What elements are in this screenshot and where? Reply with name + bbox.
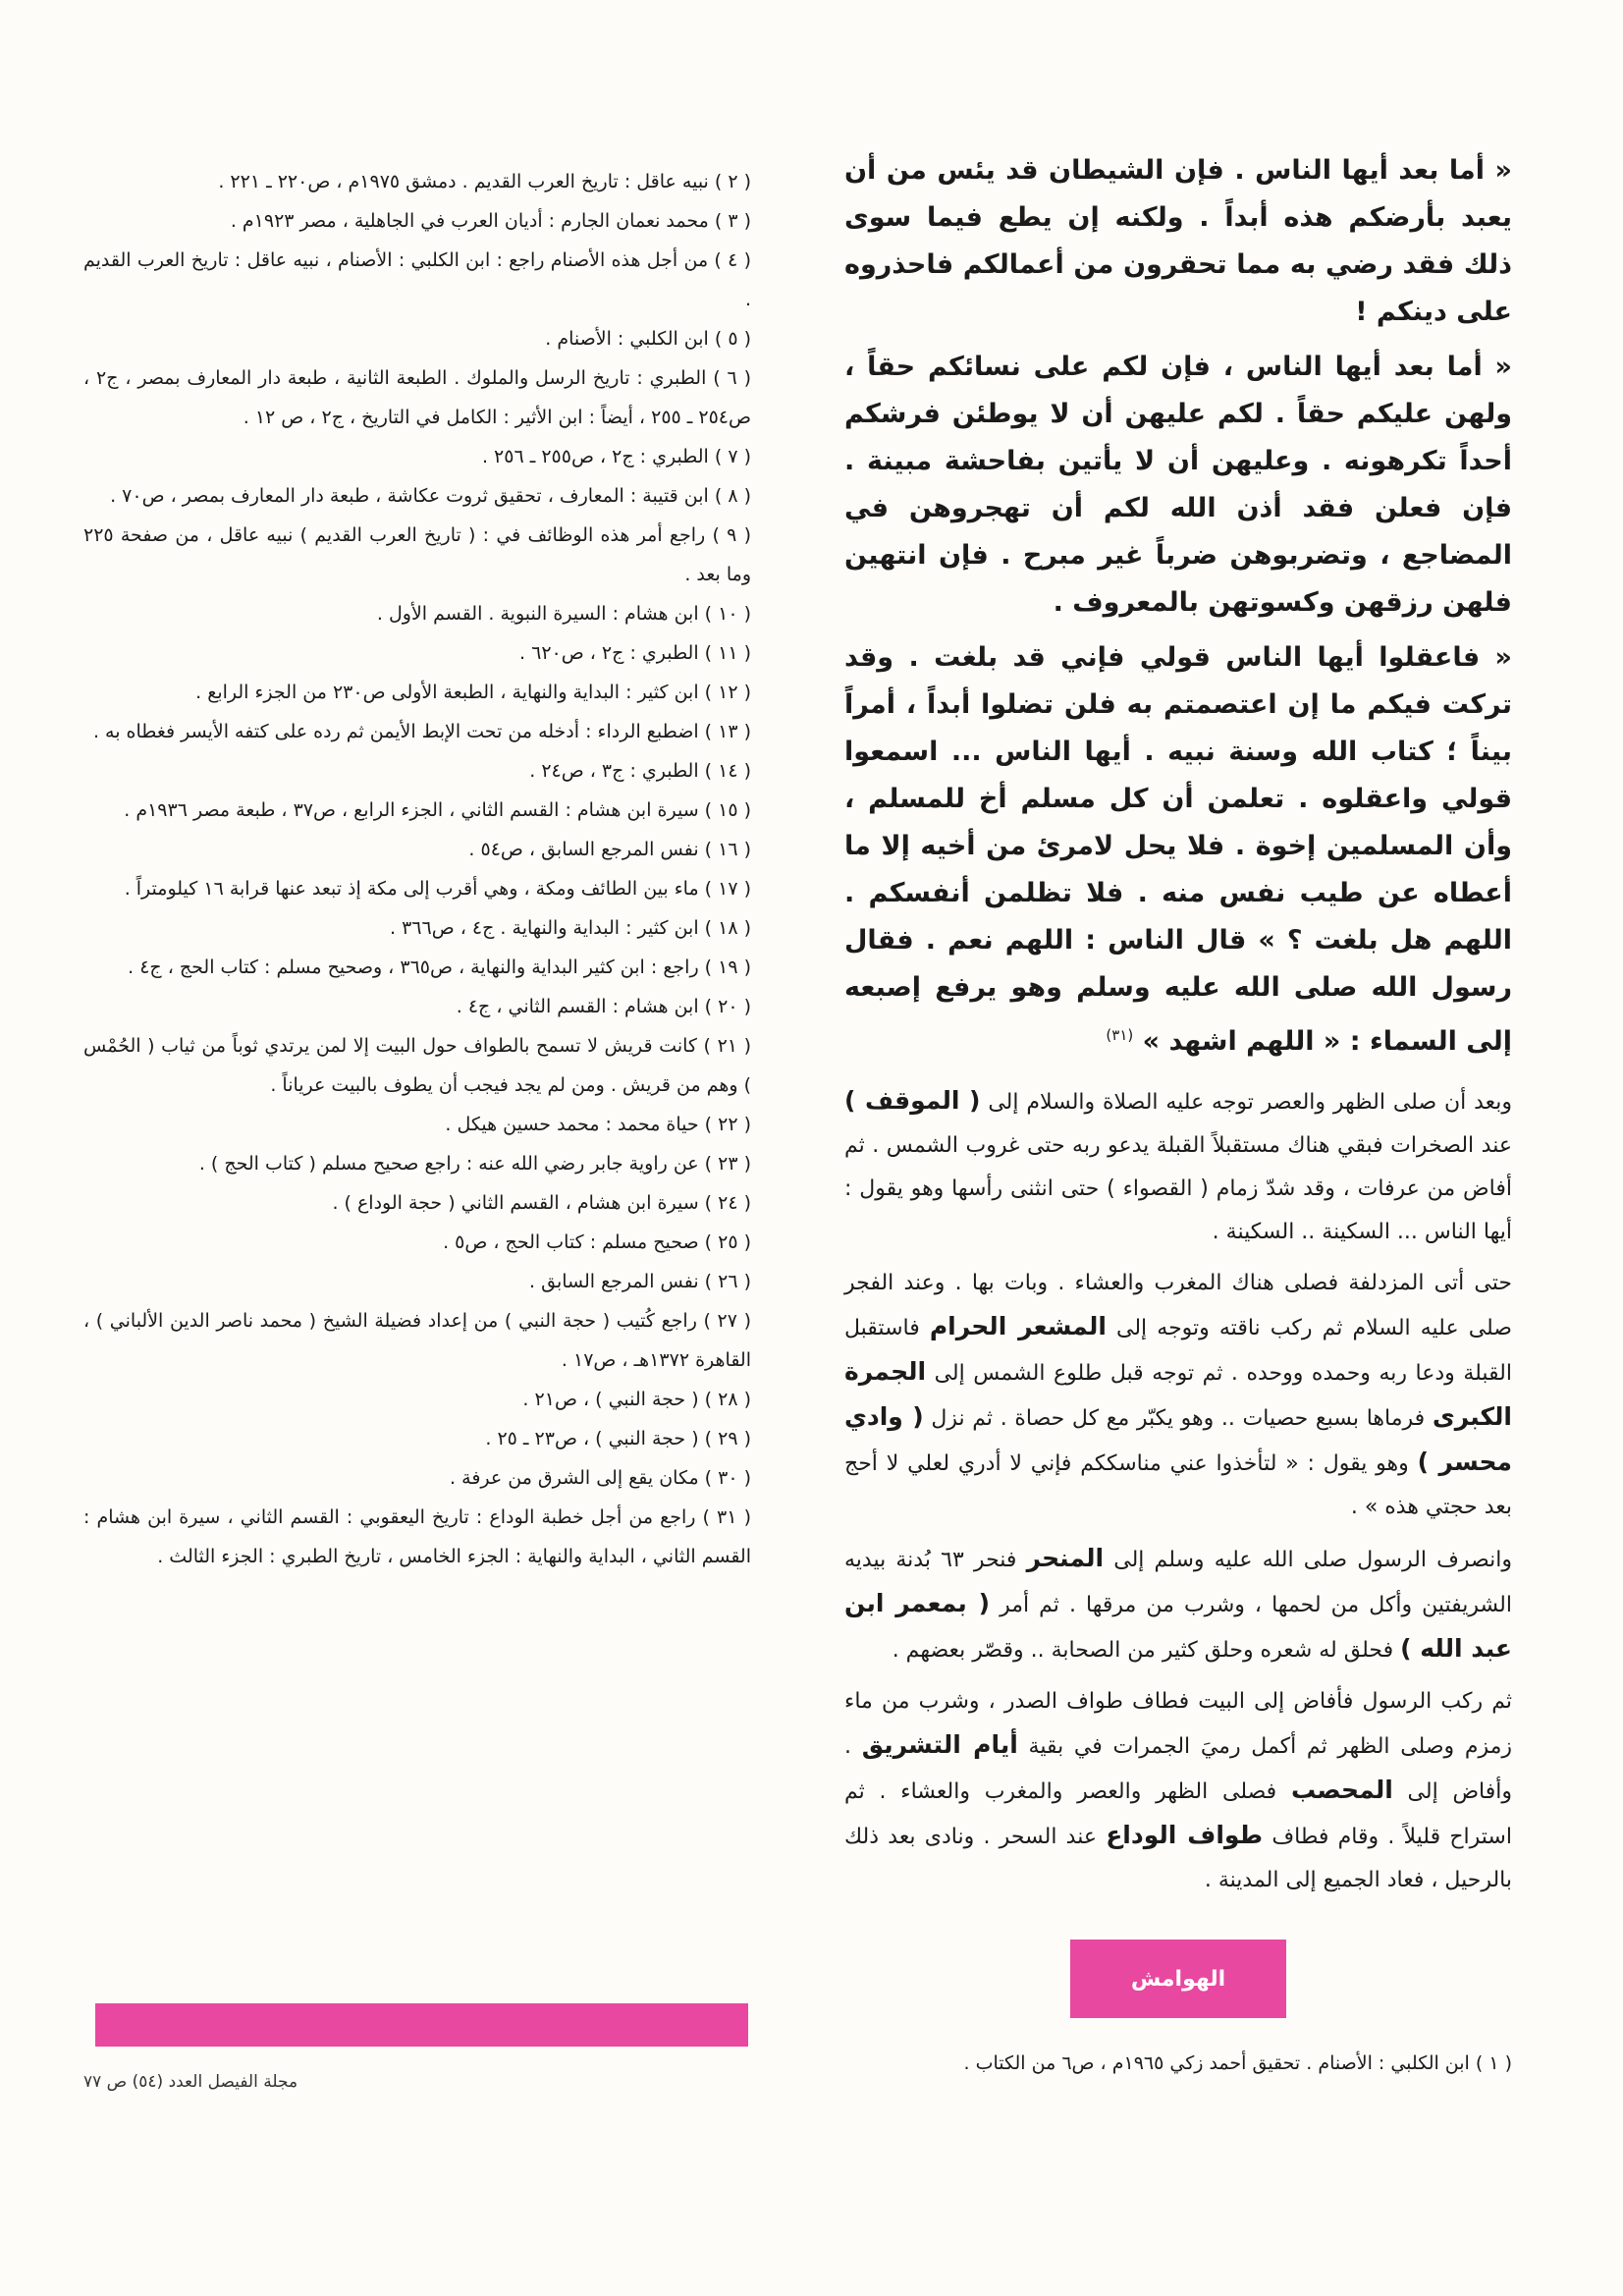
narrative-text-span: وبعد أن صلى الظهر والعصر توجه عليه الصلاة والسلام إلى bbox=[988, 1090, 1512, 1115]
narrative-text-span: عند السحر . ونادى بعد ذلك بالرحيل ، فعاد الجميع إلى المدينة . bbox=[844, 1825, 1512, 1892]
narrative-text-span: فحلق له شعره وحلق كثير من الصحابة .. وقصّر بعضهم . bbox=[892, 1638, 1394, 1663]
footnote-23: ( ٢٣ ) عن راوية جابر رضي الله عنه : راجع صحيح مسلم ( كتاب الحج ) . bbox=[198, 1153, 751, 1175]
footnote-6: ( ٦ ) الطبري : تاريخ الرسل والملوك . الطبعة الثانية ، طبعة دار المعارف بمصر ، ج٢ ، ص٢٥٤ ـ ٢٥٥ ، أيضاً : ابن الأثير : الكامل في التاريخ ، ج٢ ، ص ١٢ . bbox=[83, 367, 752, 428]
page-footer: مجلة الفيصل العدد (٥٤) ص ٧٧ bbox=[83, 2072, 298, 2092]
narrative-paragraph-4 bbox=[844, 1680, 1512, 1902]
narrative-text-span: فصلى الظهر والعصر والمغرب والعشاء . ثم استراح قليلاً . وقام فطاف bbox=[844, 1779, 1512, 1849]
place-name-mashar: المشعر الحرام bbox=[929, 1312, 1107, 1340]
footnote-3: ( ٣ ) محمد نعمان الجارم : أديان العرب في الجاهلية ، مصر ١٩٢٣م . bbox=[230, 210, 751, 232]
sermon-paragraph-2: « أما بعد أيها الناس ، فإن لكم على نسائكم حقاً ، ولهن عليكم حقاً . لكم عليهن أن لا يوطئن فرشكم أحداً تكرهونه . وعليهن أن لا يأتين بفاحشة مبينة . فإن فعلن فقد أذن الله لكم أن تهجروهن في المضاجع ، وتضربوهن ضرباً غير مبرح . فإن انتهين فلهن رزقهن وكسوتهن بالمعروف . bbox=[844, 352, 1512, 618]
footnotes-column bbox=[83, 162, 751, 1576]
footnote-26: ( ٢٦ ) نفس المرجع السابق . bbox=[529, 1271, 751, 1292]
footnote-13: ( ١٣ ) اضطبع الرداء : أدخله من تحت الإبط الأيمن ثم رده على كتفه الأيسر فغطاه به . bbox=[92, 721, 751, 742]
footnote-27: ( ٢٧ ) راجع كُتيب ( حجة النبي ) من إعداد فضيلة الشيخ ( محمد ناصر الدين الألباني ) ، القاهرة ١٣٧٢هـ ، ص١٧ . bbox=[83, 1310, 751, 1371]
sermon-paragraph-1: « أما بعد أيها الناس . فإن الشيطان قد يئس من أن يعبد بأرضكم هذه أبداً . ولكنه إن يطع فيما سوى ذلك فقد رضي به مما تحقرون من أعمالكم فاحذروه على دينكم ! bbox=[844, 155, 1512, 327]
footnotes-heading: الهوامش bbox=[1130, 1966, 1226, 1992]
footnote-24: ( ٢٤ ) سيرة ابن هشام ، القسم الثاني ( حجة الوداع ) . bbox=[332, 1192, 751, 1214]
footnote-30: ( ٣٠ ) مكان يقع إلى الشرق من عرفة . bbox=[450, 1467, 751, 1489]
footnote-ref-31: (٣١) bbox=[1106, 1026, 1134, 1044]
footnote-11: ( ١١ ) الطبري : ج٢ ، ص٦٢٠ . bbox=[519, 642, 751, 664]
footnote-2: ( ٢ ) نبيه عاقل : تاريخ العرب القديم . دمشق ١٩٧٥م ، ص٢٢٠ ـ ٢٢١ . bbox=[218, 171, 751, 192]
narrative-text-span: عند الصخرات فبقي هناك مستقبلاً القبلة يدعو ربه حتى غروب الشمس . ثم أفاض من عرفات ، وقد شدّ زمام ( القصواء ) حتى انثنى رأسها وهو يقول : أيها الناس ... السكينة .. السكينة . bbox=[844, 1133, 1512, 1244]
narrative-text-span: وانصرف الرسول صلى الله عليه وسلم إلى bbox=[1113, 1548, 1512, 1572]
footnotes-heading-box bbox=[1070, 1940, 1286, 2018]
narrative-text-span: فرماها بسبع حصيات .. وهو يكبّر مع كل حصاة . ثم نزل bbox=[931, 1406, 1426, 1431]
footnote-10: ( ١٠ ) ابن هشام : السيرة النبوية . القسم الأول . bbox=[376, 603, 751, 625]
place-name-jamra: الجمرة الكبرى bbox=[844, 1357, 1512, 1431]
sermon-paragraph-3 bbox=[844, 634, 1512, 1066]
footnote-1: ( ١ ) ابن الكلبي : الأصنام . تحقيق أحمد زكي ١٩٦٥م ، ص٦ من الكتاب . bbox=[963, 2052, 1512, 2074]
place-name-wadi-muhassir: ( وادي محسر ) bbox=[844, 1402, 1512, 1476]
footnote-9: ( ٩ ) راجع أمر هذه الوظائف في : ( تاريخ العرب القديم ) نبيه عاقل ، من صفحة ٢٢٥ وما بعد . bbox=[83, 524, 751, 585]
footnote-4: ( ٤ ) من أجل هذه الأصنام راجع : ابن الكلبي : الأصنام ، نبيه عاقل : تاريخ العرب القديم . bbox=[83, 249, 752, 310]
footnote-15: ( ١٥ ) سيرة ابن هشام : القسم الثاني ، الجزء الرابع ، ص٣٧ ، طبعة مصر ١٩٣٦م . bbox=[124, 799, 751, 821]
footnote-19: ( ١٩ ) راجع : ابن كثير البداية والنهاية ، ص٣٦٥ ، وصحيح مسلم : كتاب الحج ، ج٤ . bbox=[128, 957, 751, 978]
farewell-sermon-quote bbox=[844, 147, 1512, 1066]
footnote-16: ( ١٦ ) نفس المرجع السابق ، ص٥٤ . bbox=[468, 839, 751, 860]
place-name-manhar: المنحر bbox=[1026, 1544, 1105, 1572]
footnote-29: ( ٢٩ ) ( حجة النبي ) ، ص٢٣ ـ ٢٥ . bbox=[485, 1428, 751, 1449]
narrative-paragraph-3 bbox=[844, 1537, 1512, 1672]
term-tashreeq: أيام التشريق bbox=[861, 1730, 1018, 1759]
footnote-8: ( ٨ ) ابن قتيبة : المعارف ، تحقيق ثروت عكاشة ، طبعة دار المعارف بمصر ، ص٧٠ . bbox=[110, 485, 751, 507]
narrative-text-span: فاستقبل القبلة ودعا ربه وحمده ووحده . ثم توجه قبل طلوع الشمس إلى bbox=[844, 1316, 1513, 1386]
narrative-paragraph-2 bbox=[844, 1262, 1512, 1529]
place-name-muhassab: المحصب bbox=[1290, 1776, 1393, 1804]
footnote-7: ( ٧ ) الطبري : ج٢ ، ص٢٥٥ ـ ٢٥٦ . bbox=[481, 446, 751, 467]
footnote-14: ( ١٤ ) الطبري : ج٣ ، ص٢٤ . bbox=[529, 760, 751, 782]
place-name-mawqif: ( الموقف ) bbox=[844, 1086, 981, 1115]
footnote-17: ( ١٧ ) ماء بين الطائف ومكة ، وهي أقرب إلى مكة إذ تبعد عنها قرابة ١٦ كيلومتراً . bbox=[124, 878, 751, 900]
narrative-text-span: ثم ركب الرسول فأفاض إلى البيت فطاف طواف الصدر ، وشرب من ماء زمزم وصلى الظهر ثم أكمل رميَ الجمرات في بقية bbox=[844, 1689, 1512, 1759]
narrative-text-span: فنحر ٦٣ بُدنة بيديه الشريفتين وأكل من لحمها ، وشرب من مرقها . ثم أمر bbox=[844, 1548, 1512, 1617]
footnote-28: ( ٢٨ ) ( حجة النبي ) ، ص٢١ . bbox=[522, 1389, 751, 1410]
narrative-text bbox=[844, 1079, 1512, 1902]
footnote-5: ( ٥ ) ابن الكلبي : الأصنام . bbox=[545, 328, 751, 350]
sermon-paragraph-3-text: « فاعقلوا أيها الناس قولي فإني قد بلغت . وقد تركت فيكم ما إن اعتصمتم به فلن تضلوا أبداً ، أمراً بيناً ؛ كتاب الله وسنة نبيه . أيها الناس ... اسمعوا قولي واعقلوه . تعلمن أن كل مسلم أخ للمسلم ، وأن المسلمين إخوة . فلا يحل لامرئ من أخيه إلا ما أعطاه عن طيب نفس منه . فلا تظلمن أنفسكم . اللهم هل بلغت ؟ » قال الناس : اللهم نعم . فقال رسول الله صلى الله عليه وسلم وهو يرفع إصبعه إلى السماء : « اللهم اشهد » bbox=[844, 642, 1512, 1057]
footnote-21: ( ٢١ ) كانت قريش لا تسمح بالطواف حول البيت إلا لمن يرتدي ثوباً من ثياب ( الحُمْس ) وهم من قريش . ومن لم يجد فيجب أن يطوف بالبيت عرياناً . bbox=[83, 1035, 751, 1096]
footnote-18: ( ١٨ ) ابن كثير : البداية والنهاية . ج٤ ، ص٣٦٦ . bbox=[390, 917, 751, 939]
person-name-muammar: ( بمعمر ابن عبد الله ) bbox=[844, 1589, 1512, 1663]
footnote-20: ( ٢٠ ) ابن هشام : القسم الثاني ، ج٤ . bbox=[456, 996, 751, 1017]
footnote-31: ( ٣١ ) راجع من أجل خطبة الوداع : تاريخ اليعقوبي : القسم الثاني ، سيرة ابن هشام : القسم الثاني ، البداية والنهاية : الجزء الخامس ، تاريخ الطبري : الجزء الثالث . bbox=[83, 1506, 751, 1567]
footnote-25: ( ٢٥ ) صحيح مسلم : كتاب الحج ، ص٥ . bbox=[443, 1231, 751, 1253]
footnote-22: ( ٢٢ ) حياة محمد : محمد حسين هيكل . bbox=[445, 1114, 751, 1135]
main-text-column bbox=[844, 147, 1512, 2102]
term-tawaf-wada: طواف الوداع bbox=[1106, 1821, 1264, 1849]
footnote-12: ( ١٢ ) ابن كثير : البداية والنهاية ، الطبعة الأولى ص٢٣٠ من الجزء الرابع . bbox=[195, 682, 751, 703]
narrative-paragraph-1 bbox=[844, 1079, 1512, 1254]
decorative-pink-bar bbox=[95, 2003, 748, 2047]
narrative-text-span: حتى أتى المزدلفة فصلى هناك المغرب والعشاء . وبات بها . وعند الفجر صلى عليه السلام ثم ركب ناقته وتوجه إلى bbox=[844, 1271, 1512, 1340]
narrative-text-span: . وأفاض إلى bbox=[844, 1734, 1512, 1804]
narrative-text-span: وهو يقول : « لتأخذوا عني مناسككم فإني لا أدري لعلي لا أحج بعد حجتي هذه » . bbox=[844, 1451, 1512, 1519]
